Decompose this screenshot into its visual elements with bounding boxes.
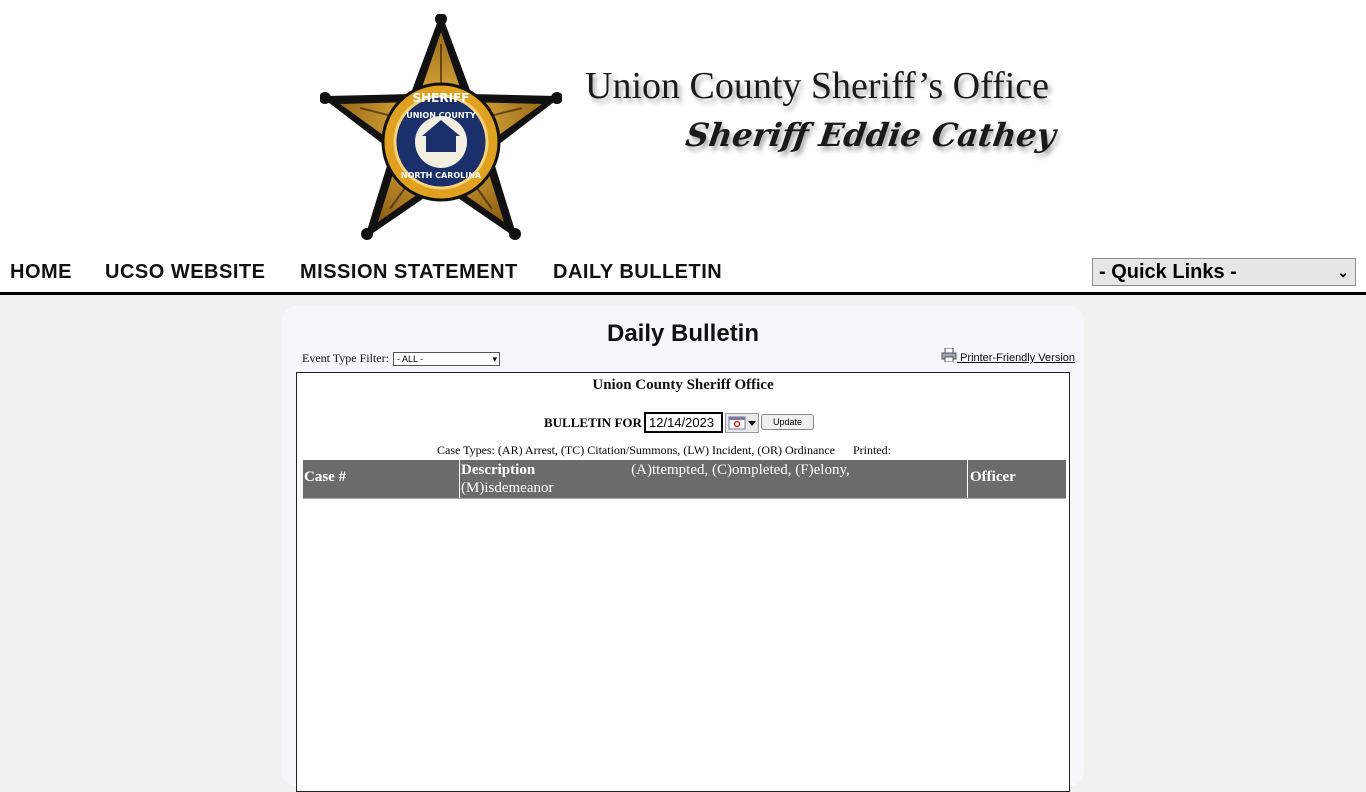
column-header-case: Case # (303, 460, 460, 498)
column-header-officer: Officer (970, 469, 1016, 485)
sheriff-badge-logo (320, 14, 562, 242)
nav-home[interactable]: HOME (10, 261, 72, 283)
case-types-legend (437, 443, 891, 458)
update-button[interactable]: Update (761, 414, 814, 430)
site-subtitle: Sheriff Eddie Cathey (683, 116, 1059, 154)
description-legend: (A)ttempted, (C)ompleted, (F)elony, (631, 462, 850, 478)
printer-friendly-link[interactable] (941, 348, 1075, 364)
calendar-icon (726, 414, 758, 432)
bulletin-date-input[interactable]: 12/14/2023 (644, 412, 723, 433)
event-type-filter-label: Event Type Filter: (302, 351, 389, 365)
quick-links-select[interactable] (1092, 258, 1356, 286)
main-nav (0, 255, 1366, 295)
printer-friendly-label: Printer-Friendly Version (960, 352, 1075, 364)
nav-ucso-website[interactable]: UCSO WEBSITE (105, 261, 266, 283)
chevron-down-icon: ⌄ (1337, 264, 1349, 280)
bulletin-for-label: BULLETIN FOR (544, 415, 642, 430)
event-type-filter-value: - ALL - (397, 354, 424, 364)
page-title: Daily Bulletin (606, 320, 760, 347)
printed-label: Printed: (852, 443, 891, 457)
content-panel (282, 306, 1084, 786)
bulletin-table-header (303, 460, 1066, 498)
site-header (0, 0, 1366, 255)
description-legend-2: (M)isdemeanor (461, 480, 554, 496)
badge-top-text: SHERIFF (412, 91, 470, 105)
nav-daily-bulletin[interactable]: DAILY BULLETIN (553, 261, 723, 283)
quick-links-value: - Quick Links - (1099, 261, 1237, 283)
nav-mission-statement[interactable]: MISSION STATEMENT (300, 261, 518, 283)
case-types-text: Case Types: (AR) Arrest, (TC) Citation/Summons, (LW) Incident, (OR) Ordinance (437, 443, 835, 457)
chevron-down-icon (748, 421, 756, 426)
badge-ring-bottom: NORTH CAROLINA (400, 171, 482, 180)
calendar-button[interactable] (725, 413, 759, 433)
printer-icon (941, 348, 957, 362)
description-label: Description (461, 462, 536, 478)
event-type-filter-select[interactable] (393, 352, 500, 366)
chevron-down-icon: ▾ (492, 354, 497, 364)
badge-ring-top: UNION COUNTY (406, 111, 476, 120)
agency-name: Union County Sheriff Office (592, 377, 774, 393)
table-divider (303, 498, 1066, 499)
column-header-description (460, 460, 968, 498)
bulletin-frame (296, 372, 1070, 792)
site-title: Union County Sheriff’s Office (585, 65, 1050, 107)
